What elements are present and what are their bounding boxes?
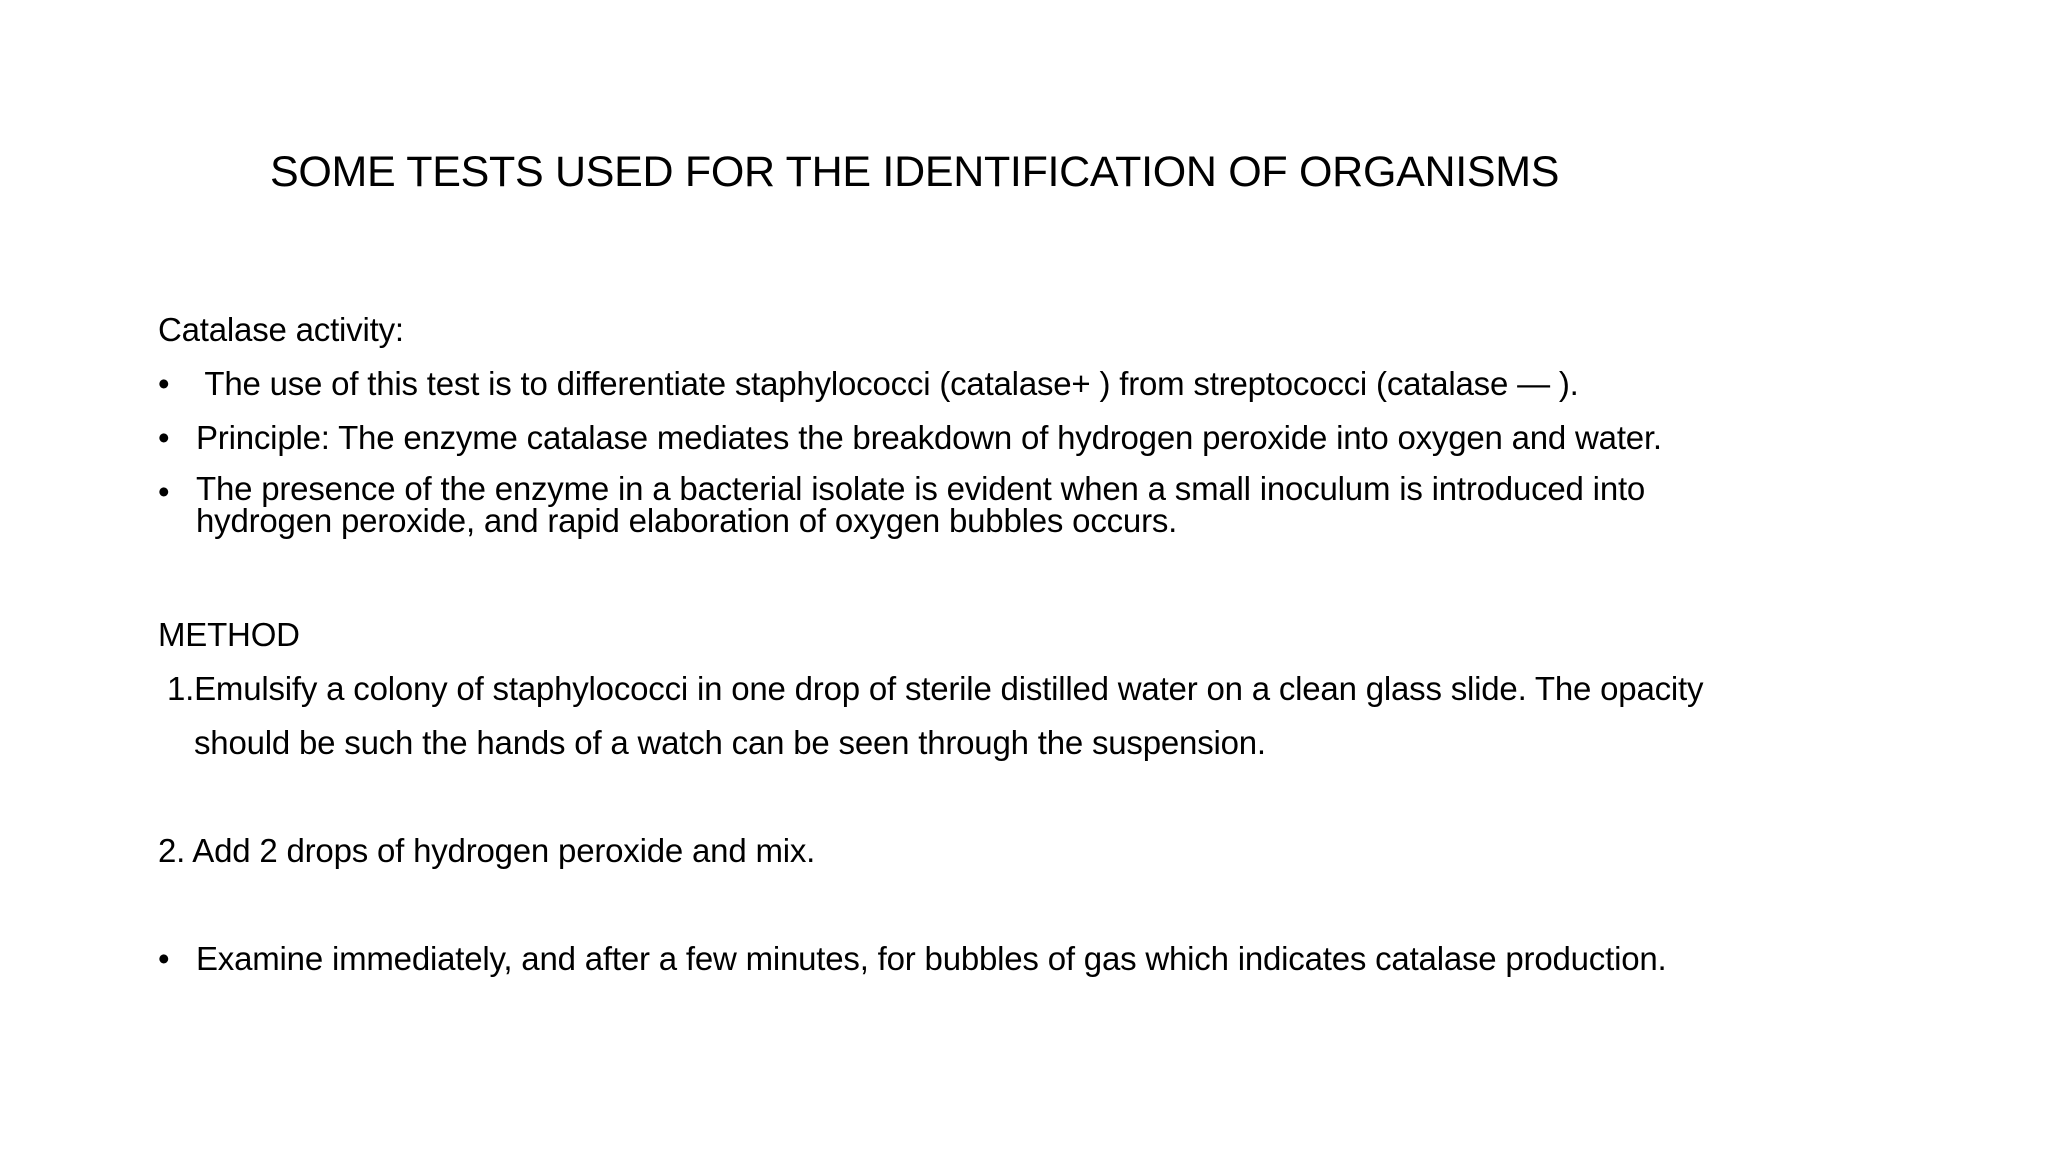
bullet-item-presence <box>158 472 1958 542</box>
slide-title: SOME TESTS USED FOR THE IDENTIFICATION OF ORGANISMS <box>270 148 1560 196</box>
method-step-1-line-2: should be such the hands of a watch can be seen through the suspension. <box>194 724 1266 761</box>
bullet-text: Principle: The enzyme catalase mediates the breakdown of hydrogen peroxide into oxygen and water. <box>196 419 1662 456</box>
bullet-marker: • <box>158 473 170 510</box>
bullet-text: Examine immediately, and after a few minutes, for bubbles of gas which indicates catalase production. <box>196 940 1667 977</box>
method-heading: METHOD <box>158 616 300 653</box>
bullet-marker: • <box>158 940 170 977</box>
method-step-1-line-1: 1.Emulsify a colony of staphylococci in one drop of sterile distilled water on a clean glass slide. The opacity <box>158 670 1704 707</box>
bullet-text-line-2: hydrogen peroxide, and rapid elaboration of oxygen bubbles occurs. <box>196 502 1178 539</box>
bullet-marker: • <box>158 419 170 456</box>
bullet-marker: • <box>158 365 170 402</box>
method-step-2: 2. Add 2 drops of hydrogen peroxide and mix. <box>158 832 816 869</box>
bullet-text-line-1: The presence of the enzyme in a bacterial isolate is evident when a small inoculum is introduced into <box>196 470 1646 507</box>
bullet-text: The use of this test is to differentiate staphylococci (catalase+ ) from streptococci (catalase — ). <box>196 365 1579 402</box>
section-heading-catalase: Catalase activity: <box>158 311 404 348</box>
